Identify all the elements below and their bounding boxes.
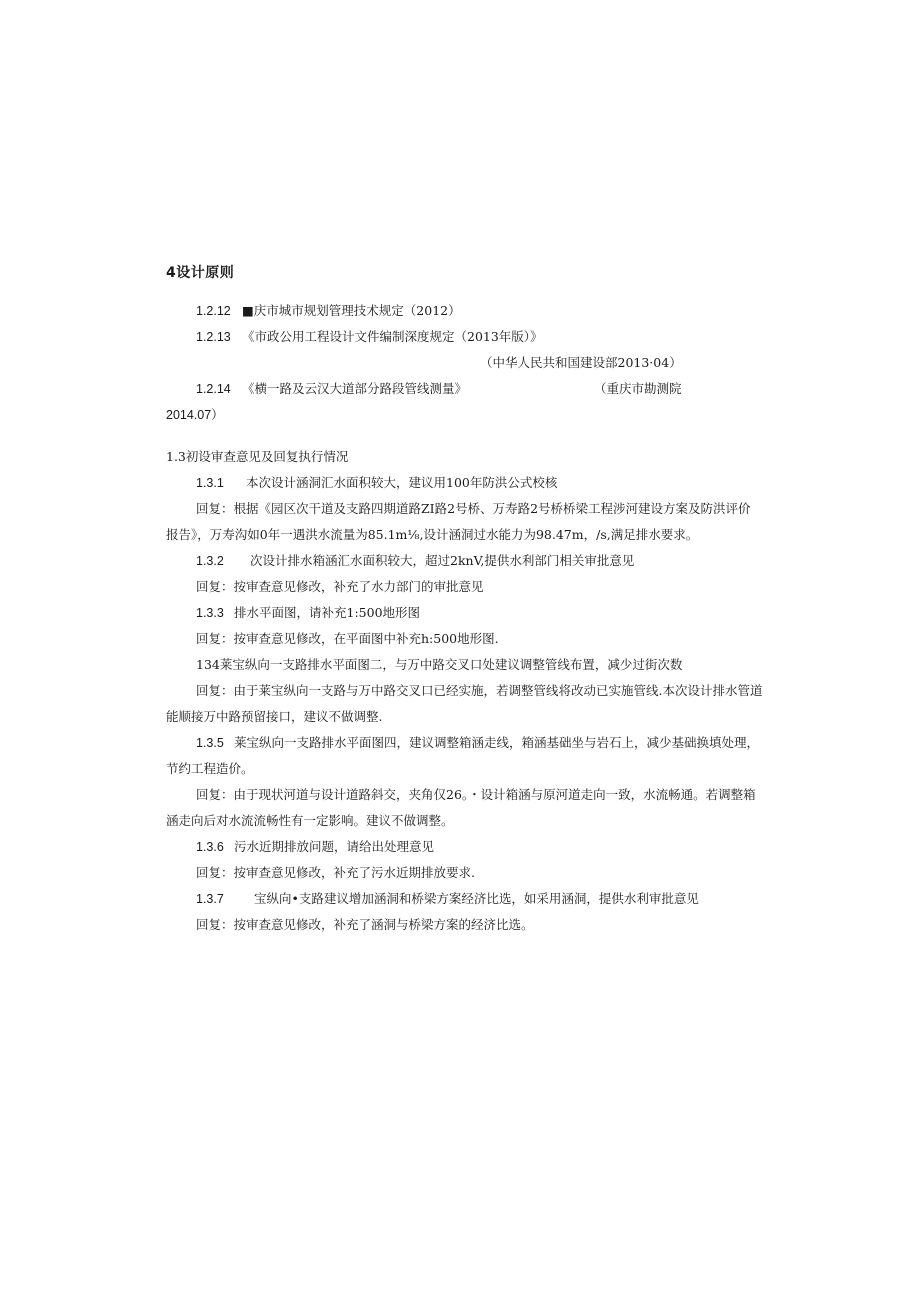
reply-text: 回复：按审查意见修改，补充了水力部门的审批意见 (196, 579, 484, 594)
ref-number: 1.2.12 (196, 304, 231, 318)
reply-text: 回复：由于现状河道与设计道路斜交，夹角仅26。・设计箱涵与原河道走向一致，水流畅通。若调整箱 (196, 787, 756, 802)
reply-text: 回复：按审查意见修改，在平面图中补充h:500地形图. (196, 631, 499, 646)
ref-source: （中华人民共和国建设部2013·04） (480, 355, 682, 370)
review-comment: 莱宝纵向一支路排水平面图四，建议调整箱涵走线，箱涵基础坐与岩石上，减少基础换填处理， (234, 735, 760, 750)
reply-text: 回复：由于莱宝纵向一支路与万中路交叉口已经实施，若调整管线将改动已实施管线.本次设计排水管道 (196, 683, 763, 698)
review-comment: 污水近期排放问题，请给出处理意见 (234, 839, 435, 854)
ref-text: ■庆市城市规划管理技术规定（2012） (242, 303, 461, 318)
item-number: 1.3.5 (196, 736, 224, 750)
ref-number: 1.2.13 (196, 330, 231, 344)
review-comment: 次设计排水箱涵汇水面积较大，超过2knV,提供水利部门相关审批意见 (250, 553, 635, 568)
ref-source: （重庆市勘测院 (594, 381, 682, 396)
reply-text: 回复：按审查意见修改，补充了污水近期排放要求. (196, 865, 475, 880)
review-comment: 节约工程造价。 (166, 761, 254, 776)
section-title: 1.3初设审查意见及回复执行情况 (166, 449, 349, 464)
item-number: 1.3.3 (196, 606, 224, 620)
ref-text: 《横一路及云汉大道部分路段管线测量》 (242, 381, 468, 396)
ref-number: 1.2.14 (196, 382, 231, 396)
item-number: 1.3.7 (196, 892, 224, 906)
item-number: 1.3.1 (196, 476, 224, 490)
ref-source-continued: 2014.07） (166, 408, 224, 422)
reply-text: 回复：按审查意见修改，补充了涵洞与桥梁方案的经济比选。 (196, 917, 534, 932)
ref-text: 《市政公用工程设计文件编制深度规定（2013年版）》 (242, 329, 543, 344)
section-heading: 4设计原则 (166, 265, 235, 281)
reply-text: 报告》，万寿沟如0年一遇洪水流量为85.1m⅛,设计涵洞过水能力为98.47m，/s,满足排水要求。 (166, 527, 699, 542)
item-number: 1.3.2 (196, 554, 224, 568)
reply-text: 能顺接万中路预留接口，建议不做调整. (166, 709, 383, 724)
review-comment: 宝纵向•支路建议增加涵洞和桥梁方案经济比选，如采用涵洞，提供水利审批意见 (254, 891, 699, 906)
review-comment: 134莱宝纵向一支路排水平面图二，与万中路交叉口处建议调整管线布置，减少过街次数 (196, 657, 683, 672)
reply-text: 回复：根据《园区次干道及支路四期道路ZI路2号桥、万寿路2号桥桥梁工程涉河建设方案及防洪评价 (196, 501, 751, 516)
review-comment: 本次设计涵洞汇水面积较大，建议用100年防洪公式校核 (246, 475, 558, 490)
item-number: 1.3.6 (196, 840, 224, 854)
reply-text: 涵走向后对水流流畅性有一定影响。建议不做调整。 (166, 813, 454, 828)
review-comment: 排水平面图，请补充1:500地形图 (234, 605, 421, 620)
